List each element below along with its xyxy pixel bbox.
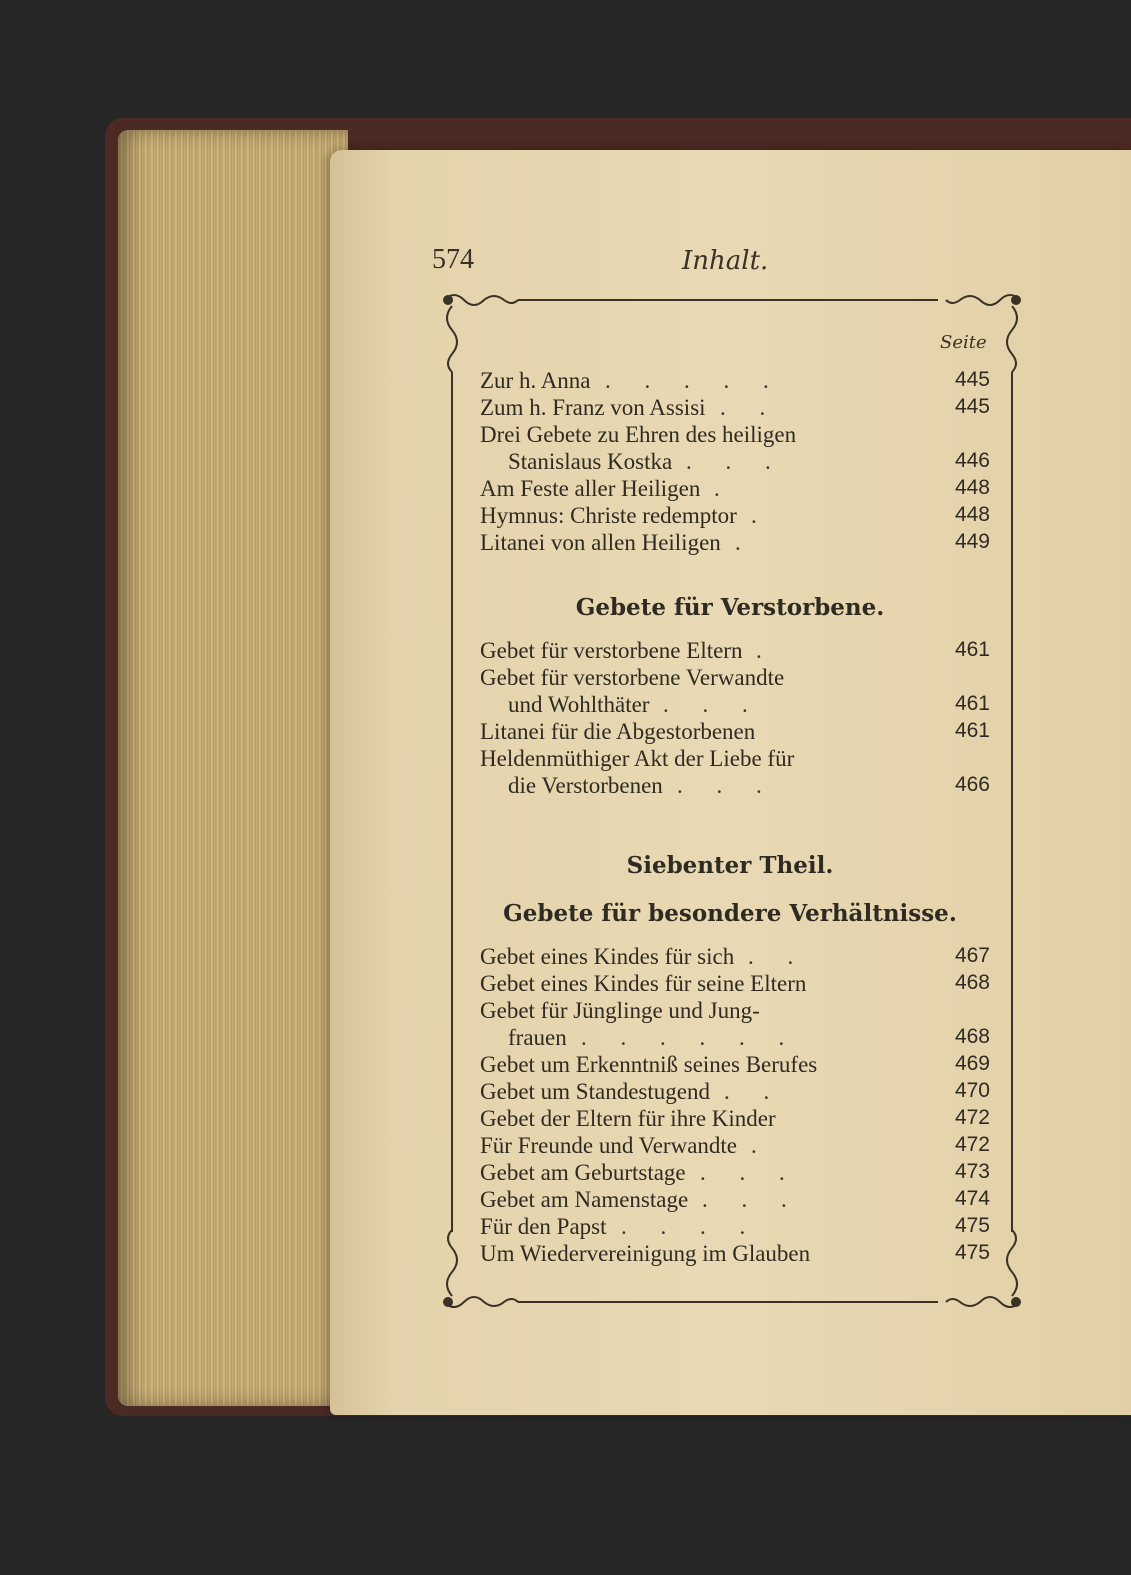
page-edges — [118, 130, 348, 1406]
toc-entry — [480, 1106, 1000, 1133]
toc-entry-page: 472 — [954, 1106, 990, 1129]
toc-entry-title: Um Wiedervereinigung im Glauben — [480, 1241, 811, 1266]
toc-entry-dots: . . . — [686, 449, 785, 474]
toc-entry-dots: . . — [720, 395, 780, 420]
toc-entry-page: 461 — [954, 719, 990, 742]
toc-entry-title: Gebet eines Kindes für seine Eltern — [480, 971, 807, 996]
toc-entry-page: 466 — [954, 773, 990, 796]
toc-entry-title: Litanei von allen Heiligen — [480, 530, 721, 555]
toc-entry-page: 461 — [954, 692, 990, 715]
toc-entry-page: 448 — [954, 503, 990, 526]
toc-entry — [480, 746, 1000, 773]
toc-entry-page: 468 — [954, 1025, 990, 1048]
toc-entry — [480, 665, 1000, 692]
toc-entry — [480, 1133, 1000, 1160]
toc-entry — [480, 773, 1000, 800]
toc-entry-dots: . . . — [663, 692, 762, 717]
toc-entry-page: 467 — [954, 944, 990, 967]
section-heading-verhaeltnisse: Gebete für besondere Verhältnisse. — [503, 900, 957, 927]
toc-entry-page: 472 — [954, 1133, 990, 1156]
toc-entry-title: Gebet für verstorbene Eltern — [480, 638, 743, 663]
toc-entry-dots: . — [714, 476, 734, 501]
toc-entry — [480, 530, 1000, 557]
toc-entry-title: Am Feste aller Heiligen — [480, 476, 701, 501]
toc-entry — [480, 1241, 1000, 1268]
toc-entry — [480, 971, 1000, 998]
toc-entry — [480, 1052, 1000, 1079]
toc-entry-page: 468 — [954, 971, 990, 994]
toc-entry — [480, 692, 1000, 719]
toc-entry-page: 461 — [954, 638, 990, 661]
toc-entry — [480, 422, 1000, 449]
toc-entry-title: Gebet für Jünglinge und Jung- — [480, 998, 760, 1023]
toc-entry-title: Für Freunde und Verwandte — [480, 1133, 737, 1158]
toc-entry-dots: . — [751, 503, 771, 528]
toc-entry-dots: . . . — [677, 773, 776, 798]
toc-entry-page: 475 — [954, 1214, 990, 1237]
toc-entry — [480, 476, 1000, 503]
toc-entry-title: Zum h. Franz von Assisi — [480, 395, 706, 420]
toc-entry-title: die Verstorbenen — [508, 773, 663, 798]
toc-entry-dots: . . . — [700, 1160, 799, 1185]
toc-entry — [480, 503, 1000, 530]
toc-entry-dots: . . . . . — [605, 368, 783, 393]
toc-entry-page: 448 — [954, 476, 990, 499]
toc-entry-title: Gebet der Eltern für ihre Kinder — [480, 1106, 776, 1131]
toc-entry — [480, 1187, 1000, 1214]
toc-entry-dots: . . . — [702, 1187, 801, 1212]
toc-entry-title: Für den Papst — [480, 1214, 607, 1239]
toc-entry — [480, 1025, 1000, 1052]
toc-entry-page: 445 — [954, 395, 990, 418]
toc-entry-title: Gebet am Geburtstage — [480, 1160, 686, 1185]
section-heading-verstorbene: Gebete für Verstorbene. — [575, 594, 885, 621]
toc-entry-title: Zur h. Anna — [480, 368, 591, 393]
toc-entry-title: Heldenmüthiger Akt der Liebe für — [480, 746, 795, 771]
toc-entry-dots: . — [751, 1133, 771, 1158]
toc-entry-title: und Wohlthäter — [508, 692, 650, 717]
toc-entry-title: Litanei für die Abgestorbenen — [480, 719, 756, 744]
toc-entry-title: Hymnus: Christe redemptor — [480, 503, 737, 528]
toc-entry-title: Gebet eines Kindes für sich — [480, 944, 735, 969]
toc-entry-title: Gebet um Standestugend — [480, 1079, 710, 1104]
toc-entry-page: 474 — [954, 1187, 990, 1210]
toc-entry-dots: . . — [724, 1079, 784, 1104]
toc-entry — [480, 1160, 1000, 1187]
toc-entry-dots: . . — [748, 944, 808, 969]
toc-entry-title: Drei Gebete zu Ehren des heiligen — [480, 422, 797, 447]
toc-entry-dots: . . . . — [621, 1214, 760, 1239]
toc-entry-page: 470 — [954, 1079, 990, 1102]
toc-entry-page: 445 — [954, 368, 990, 391]
toc-entry-page: 446 — [954, 449, 990, 472]
toc-entry — [480, 998, 1000, 1025]
toc-entry-title: Gebet für verstorbene Verwandte — [480, 665, 785, 690]
toc-entry-page: 469 — [954, 1052, 990, 1075]
toc-entry-title: Gebet um Erkenntniß seines Berufes — [480, 1052, 818, 1077]
toc-entry-dots: . — [756, 638, 776, 663]
toc-entry — [480, 1079, 1000, 1106]
toc-entry — [480, 1214, 1000, 1241]
toc-entry — [480, 719, 1000, 746]
toc-entry-dots: . . . . . . — [581, 1025, 799, 1050]
toc-entry — [480, 368, 1000, 395]
toc-entry — [480, 944, 1000, 971]
seite-label: Seite — [940, 332, 987, 353]
toc-entry-dots: . — [735, 530, 755, 555]
toc-entry-title: Gebet am Namenstage — [480, 1187, 689, 1212]
toc-entry-title: Stanislaus Kostka — [508, 449, 673, 474]
toc-entry-page: 449 — [954, 530, 990, 553]
toc-entry — [480, 638, 1000, 665]
toc-entry — [480, 395, 1000, 422]
page-number: 574 — [432, 244, 474, 275]
toc-entry-page: 475 — [954, 1241, 990, 1264]
page-header — [432, 244, 992, 284]
header-title: Inhalt. — [682, 246, 769, 276]
section-heading-siebenter-theil: Siebenter Theil. — [626, 852, 834, 879]
toc-entry-title: frauen — [508, 1025, 567, 1050]
toc-entry-page: 473 — [954, 1160, 990, 1183]
toc-entry — [480, 449, 1000, 476]
